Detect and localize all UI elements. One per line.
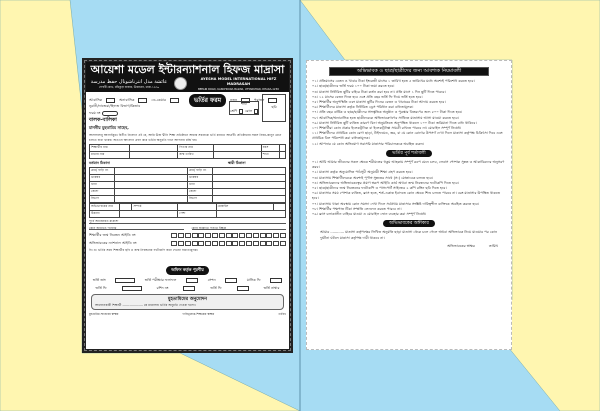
old-label: পুরাতন [254, 98, 265, 102]
list-item: ১২। আপনার যে কোন অভিযোগ সরাসরি মাদ্রাসার পরিচালককে অবহিত করুন। [312, 141, 425, 146]
student-name-field[interactable] [130, 145, 178, 152]
cell-label: শিক্ষার্থীর নাম [90, 145, 130, 152]
guardian-date: তারিখ [488, 243, 498, 248]
approval-title: মুহতামিমের অনুমোদন [168, 297, 207, 303]
cell-label: অভিভাবকের নাম [90, 204, 120, 211]
exam-result-field[interactable] [186, 278, 198, 283]
nonresidential-label: অনাবাসিক [119, 98, 135, 102]
address-field[interactable] [115, 175, 188, 182]
dob-field[interactable] [213, 152, 261, 159]
cell-label: সম্পর্ক [132, 204, 178, 211]
cell-label: গ্রাম/ বাড়ি নং [90, 168, 115, 175]
prev-class-line[interactable]: কোন জামাতে পড়েছে [89, 226, 184, 231]
birth-reg-cells[interactable] [171, 233, 286, 238]
photo-label: ছবি [271, 105, 277, 109]
address-field[interactable] [213, 196, 286, 203]
prev-madrasah-line[interactable]: পূর্বে অধ্যয়নরত মাদ্রাসা [89, 219, 286, 224]
table-row [90, 211, 286, 218]
cell-label: গ্রাম/ বাড়ি নং [188, 168, 213, 175]
list-item: ১০। শিক্ষার্থীরা কোন প্রকার ইলেকট্রনিক বা ইলেকট্রনিক্স সামগ্রী রাখতে পারবে না। মোবাইল সম্পূর্ণ নিষেধ। [312, 126, 462, 131]
address-table [89, 167, 286, 203]
cell-label: বিভাগ [188, 196, 213, 203]
daycare-label: ডে-কেয়ার [151, 98, 166, 102]
list-item: ০৬। শিক্ষার্থীদের মাদ্রাসা কর্তৃক নির্ধারিত ড্রেস পরিধান করা বাধ্যতামূলক। [312, 105, 414, 110]
audience-heading: বালক-বালিকা [89, 117, 117, 123]
student-info-table [89, 144, 286, 159]
receipt-field[interactable] [183, 286, 195, 291]
guardian-pledge-text: আমার ............ মাদ্রাসা কর্তৃপক্ষের লিখিত অনুমতি ছাড়া মাদ্রাসা থেকে চলে গেলে অথবা অভিভাবক নিয়ে যাওয়ার পর কোন দুর্ঘটনা ঘটলে মাদ্রাসা কর্তৃপক্ষ দায়ী থাকবে না। [320, 230, 498, 240]
monthly-fee-field[interactable] [270, 278, 282, 283]
mother-name-field[interactable] [130, 152, 178, 159]
present-address-heading: বর্তমান ঠিকানা [89, 161, 110, 166]
branch-field[interactable] [279, 152, 285, 159]
approval-text: আবেদনকারী শিক্ষার্থী .................... কে মাদ্রাসায় ভর্তির অনুমতি দেওয়া হলো। [95, 303, 196, 308]
class-label: শ্রেণি [230, 109, 238, 113]
list-item: ০৬। মাদ্রাসার সময় পোশাক ব্যতিত, ক্লাস হতে, শর্ত-একান্ত ইবাদতে কোন ক্ষেত্রে শিশু চলতে পারবে না। বরং মাদ্রাসার উপস্থিত থাকতে হবে। [312, 191, 501, 201]
address-field[interactable] [115, 168, 188, 175]
list-item: ০৪। ১২ মাসের বেতন দিতে হবে এবং প্রতি বছর ভর্তি ফি দিয়ে ভর্তি হতে হবে। [312, 94, 423, 99]
cell-label: ডাকঘর [90, 175, 115, 182]
cell-label: মাতার নাম [90, 152, 130, 159]
principal-sign: মুহতামিম সাহেবের স্বাক্ষর [89, 312, 119, 317]
guardian-sign: অভিভাবকের স্বাক্ষর [447, 243, 475, 248]
roll-field[interactable] [254, 109, 258, 114]
office-label: ভর্তি পরীক্ষার ফলাফল [144, 278, 177, 283]
address-field[interactable] [115, 189, 188, 196]
session-field[interactable] [225, 278, 237, 283]
office-label: মাসিক ফি [246, 278, 261, 283]
form-header [86, 62, 289, 92]
address-field[interactable] [115, 196, 188, 203]
rules-list [312, 79, 506, 147]
list-item: ০৯। মাদ্রাসা নির্ধারিত ছুটি ব্যতিত কারণে বিনা অনুমতিতে অনুপস্থিত থাকলে ১০০ টাকা জরিমানা দিতে বাধ্য থাকিবে। [312, 120, 477, 125]
date-sign: তারিখ [278, 312, 286, 317]
list-item: ০৮। আবাসিক/অনাবাসিক হতে ছাত্রীদেরকে অভিভাবকগণের সাথিতে মাদ্রাসায় আসা যাওয়া করতে হবে। [312, 115, 459, 120]
daycare-checkbox[interactable] [170, 98, 179, 103]
note: বি: দ্র: ভর্তির সময় শিক্ষার্থীর ছবি ও জন্ম নিবন্ধনের ফটোকপি জমা দেওয়া বাধ্যতামূলক। [89, 248, 199, 253]
new-label: নতুন [230, 98, 238, 102]
cell-label: বিভাগ [90, 196, 115, 203]
list-item: ০৩। মাদ্রাসা নির্ধারিত ছুটির বাইরে টাকা কর্তন করা হবে না। প্রতি মাসে ১ দিন ছুটি দিতে পারবে। [312, 89, 446, 94]
table-row [90, 196, 286, 203]
guardian-address-field[interactable] [120, 211, 178, 218]
department-line: নূরানী/নাজেরা/হিফজ বিভাগ/কিতাব [89, 104, 141, 108]
list-item: ০২। মাদ্রাসা কর্তৃক অনুমোদিত পাঠসূচী অনুযায়ী শিক্ষা গ্রহণ করতে হবে। [312, 170, 413, 175]
admission-date-field[interactable] [115, 278, 135, 283]
cell-label: ঠিকানা [90, 211, 120, 218]
list-item: ০১। প্রতিমাসের বেতন ও খাবার টাকা ইংরেজী মাসের ১ তারিখ হতে ৫ তারিখের মধ্যে অবশ্যই পরিশোধ করতে হবে। [312, 79, 475, 84]
pledges-list [312, 160, 506, 217]
list-item: ০৭। মাদ্রাসায় থাকা অবস্থায় কোন সমস্যা দেখা দিলে সর্বপ্রথম মাদ্রাসার সংশ্লিষ্ট দায়িত্বশীল ব্যক্তিকে অবহিত করতে হবে। [312, 201, 480, 206]
admission-form-pill: ভর্তির ফরম [189, 94, 226, 107]
rules-title: অভিভাবক ও ছাত্র/ছাত্রীদের জন্য আবশ্যক নিয়মাবলী [329, 67, 489, 76]
table-row [90, 145, 286, 152]
nid-label: অভিভাবকের ন্যাশনাল আইডি নং [89, 241, 137, 246]
list-item: ০২। ছাত্র/ছাত্রীদের ভর্তি ফরম ১০০ টাকা জমা করতে হবে। [312, 84, 395, 89]
office-label: ভর্তি ফি [210, 286, 222, 291]
pledge-title: ভর্তির পূর্ব শর্তাবলী [386, 150, 431, 157]
office-label: ভর্তি ফি [95, 286, 107, 291]
list-item: ০৫। ছাত্র/ছাত্রীদের জন্ম নিবন্ধনের ফটোকপি ও পাসপোর্ট সাইজের ২ কপি রঙ্গিন ছবি দিতে হবে। [312, 186, 447, 191]
cell-label: জন্ম তারিখ [178, 152, 214, 159]
permanent-address-heading: স্থায়ী ঠিকানা [227, 161, 246, 166]
photo-box[interactable] [262, 94, 286, 122]
residential-label: আবাসিক [89, 98, 103, 102]
address-field[interactable] [213, 182, 286, 189]
roll-label: রোল [245, 109, 253, 113]
table-row [90, 152, 286, 159]
guardian-name-field[interactable] [120, 204, 132, 211]
table-row [90, 189, 286, 196]
class-field[interactable] [239, 109, 243, 114]
list-item: ১১। শিক্ষার্থীদের প্রাথমিক কোন রোগ ছাড়া, টাইফয়েড, জ্বর, বা যে কোন রোগের উপসর্গ দেখা দিলে মাদ্রাসা কর্তৃপক্ষ চিকিৎসা দিবে এবং প্রাথমিক বিল পরিশোধ করা বাধ্যতামূলক। [312, 131, 503, 141]
list-item: ০৯। ক্লাস চলাকালীন বাহিরে যাওয়া ও মোবাইল ফোন ব্যবহার করা সম্পূর্ণ নিষেধ। [312, 212, 427, 217]
cell-label: মোবাইল [216, 204, 273, 211]
approval-box [91, 294, 284, 310]
cell-label: পেশা [178, 211, 216, 218]
fee-field[interactable] [122, 286, 142, 291]
guardian-table [89, 203, 286, 218]
cell-label: থানা [90, 182, 115, 189]
birth-reg-label: শিক্ষার্থীর জন্ম নিবন্ধন আইডি নং [89, 233, 136, 238]
address-field[interactable] [213, 168, 286, 175]
madrasah-title-ar: عائشة مدل انترناشونال حفظ مدرسة [90, 79, 168, 85]
address-field[interactable] [115, 182, 188, 189]
address-en: BEPARI ROAD, KANCHKURA BAZAR, UTTARKHAN, DHAKA-1230 [198, 88, 279, 91]
teacher-sign: দায়িত্বপ্রাপ্ত শিক্ষকের স্বাক্ষর [182, 312, 215, 317]
section-label: শাখা [241, 102, 247, 106]
list-item: ০১। আমি আমার জীবনের সকল ক্ষেত্রে শরীয়তের হুকুম আহকাম সম্পূর্ণ রূপে মেনে চলব, লেবাস পোশাক সুন্নত ও আকাবিরদের অনুসরণ করব। [312, 160, 505, 170]
address-field[interactable] [213, 175, 286, 182]
wish-class-line[interactable]: কোন জামাতে পড়তে ইচ্ছুক [192, 226, 287, 231]
address-field[interactable] [213, 189, 286, 196]
list-item: ০৫। শিক্ষার্থীর অনুপস্থিতি এবং মাদ্রাসা ছুটির দিনের বেতন ও খাবারের টাকা আদায় করতে হবে। [312, 100, 446, 105]
cell-label: ডাকঘর [188, 175, 213, 182]
occupation-field[interactable] [216, 211, 285, 218]
salutation: মাননীয় মুহতামিম সাহেব, [89, 125, 129, 130]
table-row [90, 204, 286, 211]
form-no-label: ফরম নং [89, 111, 101, 115]
nid-cells[interactable] [171, 241, 286, 246]
cell-label: পিতার নাম [178, 145, 214, 152]
cell-label: বয়স [261, 145, 279, 152]
list-item: ০৪। অভিভাবকদের অভিভাবকত্বের প্রমাণ স্বরূপ আইডি কার্ড অথবা জন্ম নিবন্ধনের ফটোকপি দিতে হবে। [312, 180, 459, 185]
mobile-field[interactable] [273, 204, 285, 211]
father-name-field[interactable] [213, 145, 261, 152]
office-label: ভর্তি তাং [92, 278, 106, 283]
madrasah-title-en: AYESHA MODEL INTERNATIONAL HIFZ MADRASAH [200, 77, 277, 86]
cell-label: জেলা [188, 189, 213, 196]
list-item: ০৩। মাদ্রাসায় শিক্ষার্থীদেরকে অবশ্যই পূর্ণাঙ্গ সুন্নতের সাথে (স:) মোতাবেক চলতে হবে। [312, 175, 433, 180]
form-no-field[interactable] [102, 111, 118, 116]
guardian-pledge-title: অভিভাবকের অঙ্গীকার [383, 220, 435, 227]
list-item: ০৭। প্রতি বছর বার্ষিক ও ছাত্র/ছাত্রীদের সাংস্কৃতিক অনুষ্ঠান ও পুরস্কার বিতরণের জন্য ৫০০ টাকা দিতে হবে। [312, 110, 463, 115]
madrasah-title-bn: আয়েশা মডেল ইন্টারন্যাশনাল হিফজ মাদ্রাসা [90, 63, 285, 76]
table-row [90, 175, 286, 182]
table-row [90, 168, 286, 175]
office-label: ভর্তি নাম্বার [263, 286, 280, 291]
table-row [90, 182, 286, 189]
age-field[interactable] [279, 145, 285, 152]
cell-label: থানা [188, 182, 213, 189]
admission-form-page [82, 58, 293, 353]
relation-field[interactable] [178, 204, 216, 211]
office-use-pill: অফিস কর্তৃক পূরণীয় [166, 266, 208, 275]
cell-label: শাখা [261, 152, 279, 159]
address-bn: বেপারী রোড, কাঁচকুড়া বাজার, উত্তরখান, ঢাকা-১২৩০ [98, 85, 160, 89]
rules-page [306, 60, 512, 350]
cell-label: জেলা [90, 189, 115, 196]
office-label: রশিদ নং [156, 286, 169, 291]
madrasah-logo-icon [174, 77, 187, 90]
admission-fee-field[interactable] [237, 286, 249, 291]
application-body: আসসালামু আলাইকুম। বিনীত নিবেদন এই যে, আমি উক্ত দ্বীনি শিক্ষা প্রতিষ্ঠানে আমার সন্তানকে ভর্তি করাতে আগ্রহী। প্রতিষ্ঠানের সকল নিয়ম-কানুন মেনে চলতে বাধ্য থাকব। অতএব আবেদন গ্রহণ করে ভর্তির অনুমতি দানে আপনার মর্জি হয়। [89, 133, 282, 142]
list-item: ০৮। শিক্ষার্থীর পক্ষপাত টিকা সম্প্রতি লেনদেন করতে পারবে না। [312, 206, 402, 211]
section-box [229, 101, 259, 115]
office-label: সেশন [207, 278, 216, 283]
